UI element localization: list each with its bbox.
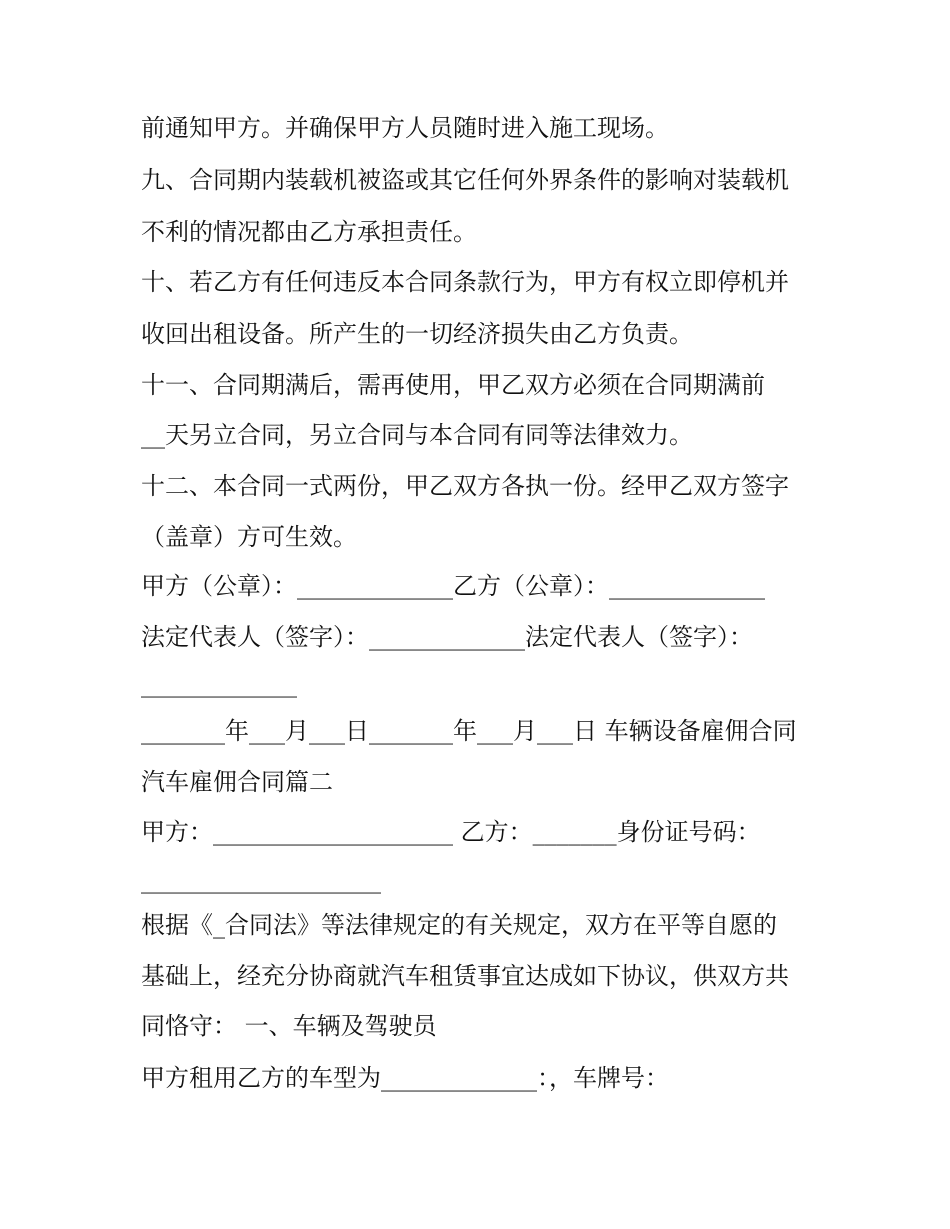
text-line: 汽车雇佣合同篇二 — [141, 768, 333, 796]
text-line: _____________ — [141, 670, 297, 698]
text-line: 基础上，经充分协商就汽车租赁事宜达成如下协议，供双方共 — [141, 962, 789, 990]
text-line: 九、合同期内装载机被盗或其它任何外界条件的影响对装载机 — [141, 166, 789, 194]
text-line: 甲方租用乙方的车型为_____________：，车牌号： — [141, 1064, 669, 1092]
text-line: _______年___月___日_______年___月___日 车辆设备雇佣合同 — [141, 717, 797, 745]
text-line: 同恪守： 一、车辆及驾驶员 — [141, 1012, 437, 1040]
text-line: 十一、合同期满后，需再使用，甲乙双方必须在合同期满前 — [141, 371, 765, 399]
text-line: （盖章）方可生效。 — [141, 523, 357, 551]
text-line: 甲方（公章）：_____________乙方（公章）：_____________ — [141, 572, 765, 600]
text-line: 收回出租设备。所产生的一切经济损失由乙方负责。 — [141, 320, 693, 348]
text-line: 法定代表人（签字）：_____________法定代表人（签字）： — [141, 623, 753, 651]
text-line: 甲方：____________________ 乙方：_______身份证号码： — [141, 818, 761, 846]
text-line: ____________________ — [141, 866, 381, 894]
text-line: 十、若乙方有任何违反本合同条款行为，甲方有权立即停机并 — [141, 268, 789, 296]
text-line: 不利的情况都由乙方承担责任。 — [141, 218, 477, 246]
text-line: __天另立合同，另立合同与本合同有同等法律效力。 — [141, 421, 693, 449]
text-line: 前通知甲方。并确保甲方人员随时进入施工现场。 — [141, 114, 669, 142]
text-line: 根据《_合同法》等法律规定的有关规定，双方在平等自愿的 — [141, 911, 777, 939]
text-line: 十二、本合同一式两份，甲乙双方各执一份。经甲乙双方签字 — [141, 472, 789, 500]
